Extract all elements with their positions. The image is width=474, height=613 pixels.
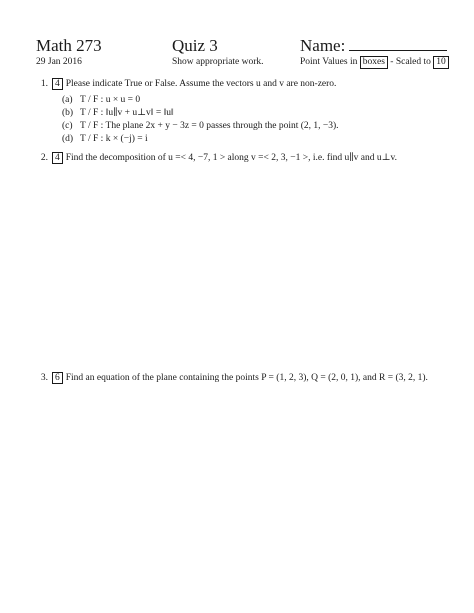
name-line — [349, 37, 447, 51]
point-values-note — [300, 56, 449, 69]
points-total: 10 — [433, 56, 449, 69]
question-3 — [36, 372, 428, 384]
course-title: Math 273 — [36, 36, 102, 55]
instructions: Show appropriate work. — [172, 57, 264, 67]
question-number: 3. — [40, 373, 48, 383]
question-text: Find an equation of the plane containing the points P = (1, 2, 3), Q = (2, 0, 1), and R = (3, 2, 1). — [65, 373, 428, 383]
points-prefix: Point Values in — [300, 57, 358, 67]
part-label: (b) — [62, 108, 74, 118]
points-scaled: - Scaled to — [390, 57, 431, 67]
part-label: (a) — [62, 95, 73, 105]
part-text: T / F : k × (−j) = i — [80, 134, 148, 144]
question-1-part-a — [62, 94, 140, 106]
part-label: (d) — [62, 134, 74, 144]
part-text: T / F : The plane 2x + y − 3z = 0 passes through the point (2, 1, −3). — [80, 121, 339, 131]
question-points: 6 — [52, 372, 63, 384]
name-field — [300, 36, 447, 56]
question-text: Find the decomposition of u =< 4, −7, 1 > along v =< 2, 3, −1 >, i.e. find u∥v and u⊥v. — [65, 153, 398, 163]
question-points: 4 — [52, 78, 63, 90]
quiz-title: Quiz 3 — [172, 36, 218, 55]
question-1-part-d — [62, 133, 148, 145]
part-label: (c) — [62, 121, 73, 131]
part-text: T / F : ‖u∥v + u⊥v‖ = ‖u‖ — [80, 108, 174, 118]
part-text: T / F : u × u = 0 — [80, 95, 141, 105]
quiz-date: 29 Jan 2016 — [36, 57, 82, 67]
question-text: Please indicate True or False. Assume the vectors u and v are non-zero. — [65, 79, 337, 89]
question-points: 4 — [52, 152, 63, 164]
question-1-part-c — [62, 120, 339, 132]
boxes-word: boxes — [360, 56, 388, 69]
question-1 — [36, 78, 336, 90]
question-1-part-b — [62, 107, 174, 119]
question-number: 1. — [40, 79, 48, 89]
name-label: Name: — [300, 36, 346, 55]
question-2 — [36, 152, 397, 164]
question-number: 2. — [40, 153, 48, 163]
